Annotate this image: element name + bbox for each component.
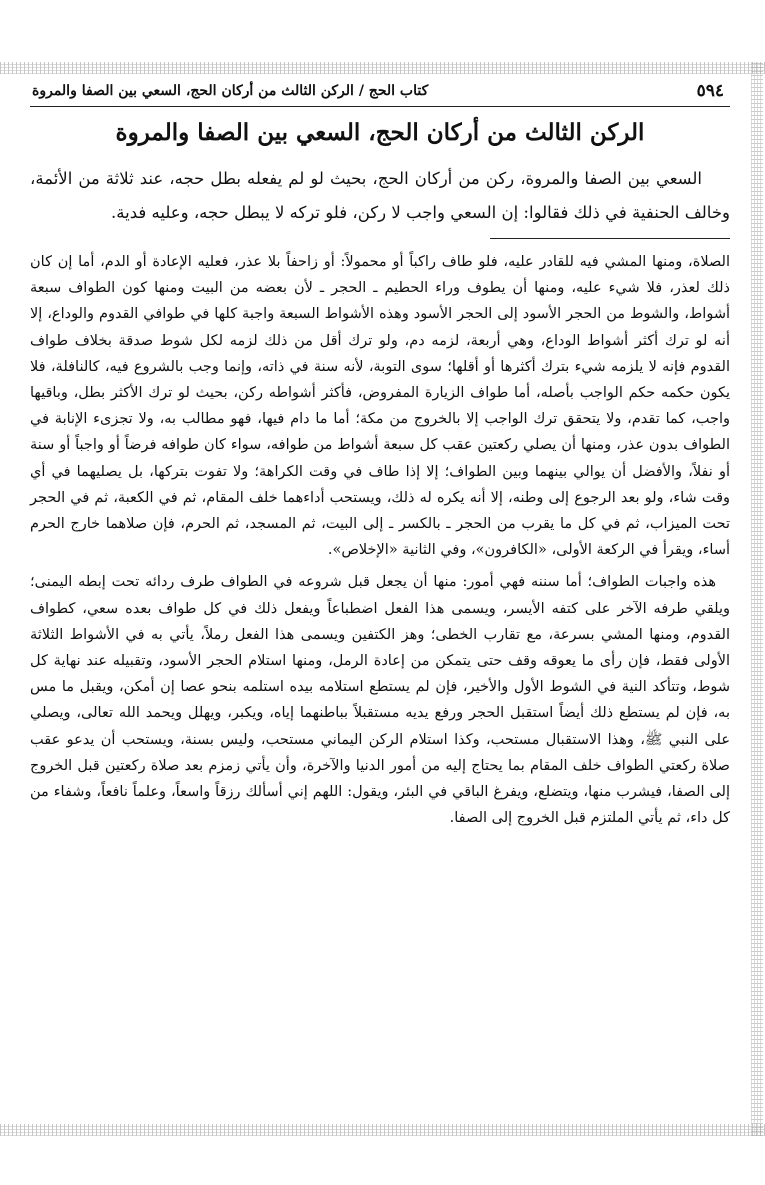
- footnote-paragraph-1: الصلاة، ومنها المشي فيه للقادر عليه، فلو طاف راكباً أو محمولاً: أو زاحفاً بلا عذر، فعليه الإعادة أو الدم، أما إن كان ذلك لعذر، فلا شيء عليه، ومنها أن يطوف وراء الحطيم ـ الحجر ـ لأن بعضه من البيت ومنها كون الطواف سبعة أشواط، والشوط من الحجر الأسود إلى الحجر الأسود وهذه الأشواط السبعة واجبة كلها في طوافي القدوم والوداع، إلا أنه لو ترك أكثر أشواط الوداع، وهي أربعة، لزمه دم، ولو ترك أقل من ذلك لزمه لكل شوط صدقة بخلاف طواف القدوم فإنه لا يلزمه شيء بترك أكثرها أو أقلها؛ سوى التوبة، لأنه سنة في ذاته، وإنما وجب بالشروع فيه، كالنافلة، فلا يكون حكمه حكم الواجب بأصله، أما طواف الزيارة المفروض، فأكثر أشواطه ركن، بحيث لو ترك الأكثر بطل، وباقيها واجب، كما تقدم، ولا يتحقق ترك الواجب إلا بالخروج من مكة؛ أما ما دام فيها، فهو مطالب به، ولا تجزىء الإنابة في الطواف بدون عذر، ومنها أن يصلي ركعتين عقب كل سبعة أشواط من طوافه، سواء كان طوافه فرضاً أو واجباً أو سنة أو نفلاً، والأفضل أن يوالي بينهما وبين الطواف؛ إلا إذا طاف في وقت الكراهة؛ ولا تفوت بتركها، بل يصليهما في أي وقت شاء، ولو بعد الرجوع إلى وطنه، إلا أنه يكره له ذلك، ويستحب أداءهما خلف المقام، ثم في الكعبة، ثم في الحجر تحت الميزاب، ثم في كل ما يقرب من الحجر ـ بالكسر ـ إلى البيت، ثم المسجد، ثم الحرم، فإن صلاهما خارج الحرم أساء، ويقرأ في الركعة الأولى، «الكافرون»، وفي الثانية «الإخلاص».: [30, 254, 730, 559]
- bottom-ornamental-border: [0, 1124, 765, 1136]
- running-header: [30, 78, 730, 107]
- section-title: الركن الثالث من أركان الحج، السعي بين الصفا والمروة: [115, 119, 645, 146]
- footnote-separator: [490, 238, 730, 239]
- main-paragraph: السعي بين الصفا والمروة، ركن من أركان الحج، بحيث لو لم يفعله بطل حجه، عند ثلاثة من الأئمة، وخالف الحنفية في ذلك فقالوا: إن السعي واجب لا ركن، فلو تركه لا يبطل حجه، وعليه فدية.: [30, 169, 730, 222]
- top-ornamental-border: [0, 62, 765, 74]
- footnote-paragraph-2: هذه واجبات الطواف؛ أما سننه فهي أمور: منها أن يجعل قبل شروعه في الطواف طرف ردائه تحت إبطه اليمنى؛ ويلقي طرفه الآخر على كتفه الأيسر، ويسمى هذا الفعل اضطباعاً ويفعل ذلك في كل طواف بعده سعي، كطواف القدوم، ومنها المشي بسرعة، مع تقارب الخطى؛ وهز الكتفين ويسمى هذا الفعل رملاً، يأتي به في الأشواط الثلاثة الأولى فقط، فإن رأى ما يعوقه وقف حتى يتمكن من إعادة الرمل، ومنها استلام الحجر الأسود، وتقبيله عند نهاية كل شوط، وتتأكد النية في الشوط الأول والأخير، فإن لم يستطع استلامه بيده استلمه بنحو عصا إن أمكن، ويقبل ما مس به، فإن لم يستطع ذلك أيضاً استقبل الحجر ورفع يديه مستقبلاً بباطنهما إياه، ويكبر، ويهلل ويحمد الله تعالى، ويصلي على النبي ﷺ، وهذا الاستقبال مستحب، وكذا استلام الركن اليماني مستحب، وليس بسنة، ويستحب أن يدعو عقب صلاة ركعتي الطواف خلف المقام بما يحتاج إليه من أمور الدنيا والآخرة، وأن يأتي زمزم بعد صلاة ركعتين قبل الخروج إلى الصفا، فيشرب منها، ويتضلع، ويفرغ الباقي في البئر، ويقول: اللهم إني أسألك رزقاً واسعاً، وعلماً نافعاً، وشفاء من كل داء، ثم يأتي الملتزم قبل الخروج إلى الصفا.: [30, 574, 730, 827]
- right-ornamental-border: [751, 62, 763, 1136]
- page-number: ٥٩٤: [696, 81, 724, 101]
- running-title: كتاب الحج / الركن الثالث من أركان الحج، السعي بين الصفا والمروة: [32, 83, 429, 99]
- page-content: [30, 78, 730, 831]
